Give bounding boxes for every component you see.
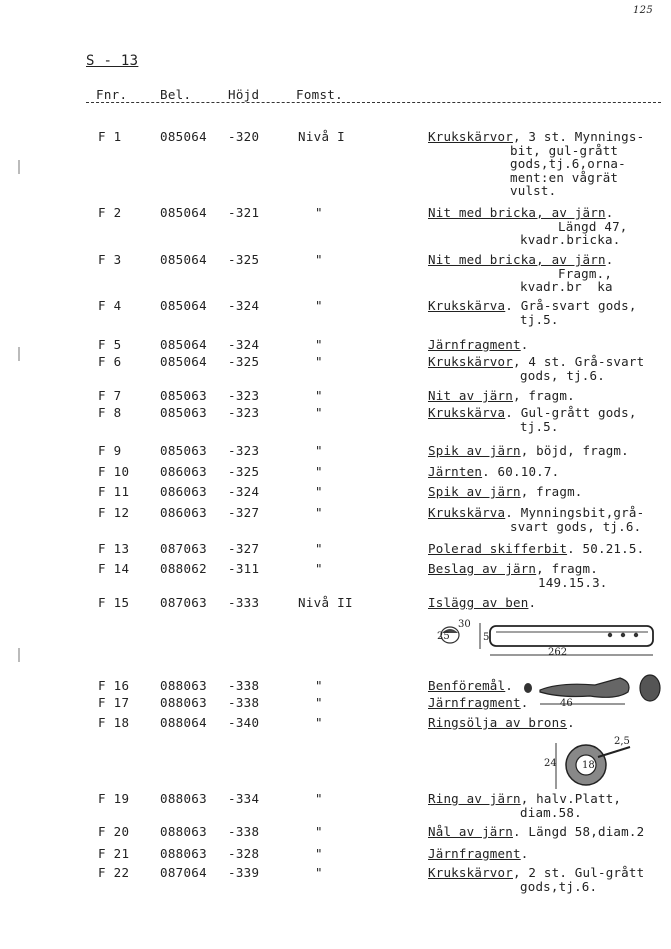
- header-fnr: Fnr.: [96, 87, 128, 102]
- item-title: Spik av järn: [428, 443, 521, 458]
- sketch-label: 5: [483, 632, 490, 643]
- item-title: Krukskärvor: [428, 354, 513, 369]
- cell-fnr: F 12: [98, 505, 130, 520]
- cell-fomst: ": [315, 337, 323, 352]
- cell-bel: 088063: [160, 791, 207, 806]
- binder-mark: [18, 648, 20, 662]
- description-line: gods,tj.6.: [520, 878, 598, 894]
- item-title: Järnfragment: [428, 695, 521, 710]
- item-description: [428, 716, 575, 730]
- cell-fnr: F 14: [98, 561, 130, 576]
- cell-fomst: ": [315, 865, 323, 880]
- cell-hojd: -323: [228, 405, 260, 420]
- cell-fnr: F 2: [98, 205, 122, 220]
- item-title: Islägg av ben: [428, 595, 529, 610]
- item-description: [428, 253, 613, 294]
- cell-bel: 087063: [160, 595, 207, 610]
- sketch-label: 30: [458, 619, 471, 630]
- cell-bel: 088063: [160, 846, 207, 861]
- item-description: [428, 596, 536, 610]
- description-line: tj.5.: [520, 311, 559, 327]
- cell-fnr: F 1: [98, 129, 122, 144]
- description-line: Järnfragment.: [428, 337, 529, 352]
- item-title: Krukskärva: [428, 505, 506, 520]
- item-title: Spik av järn: [428, 484, 521, 499]
- cell-hojd: -333: [228, 595, 260, 610]
- cell-fomst: ": [315, 443, 323, 458]
- cell-fomst: ": [315, 298, 323, 313]
- item-title: Nit med bricka, av järn: [428, 205, 606, 220]
- cell-hojd: -338: [228, 695, 260, 710]
- description-line: Järnfragment.: [428, 846, 529, 861]
- cell-hojd: -325: [228, 252, 260, 267]
- cell-bel: 085064: [160, 354, 207, 369]
- header-fomst: Fomst.: [296, 87, 343, 102]
- description-line: Polerad skifferbit. 50.21.5.: [428, 541, 645, 556]
- item-description: [428, 679, 513, 693]
- cell-fnr: F 4: [98, 298, 122, 313]
- item-description: [428, 299, 637, 326]
- cell-hojd: -323: [228, 388, 260, 403]
- cell-hojd: -323: [228, 443, 260, 458]
- cell-fnr: F 19: [98, 791, 130, 806]
- cell-bel: 085064: [160, 129, 207, 144]
- description-line: gods,tj.6,orna-: [510, 156, 626, 171]
- cell-hojd: -320: [228, 129, 260, 144]
- item-title: Krukskärva: [428, 405, 506, 420]
- cell-fomst: ": [315, 561, 323, 576]
- cell-bel: 088062: [160, 561, 207, 576]
- cell-hojd: -328: [228, 846, 260, 861]
- cell-fomst: ": [315, 388, 323, 403]
- item-description: [428, 444, 629, 458]
- cell-fnr: F 11: [98, 484, 130, 499]
- cell-hojd: -327: [228, 505, 260, 520]
- sketch-label: 46: [560, 698, 573, 709]
- binder-mark: [18, 160, 20, 174]
- description-line: Längd 47,: [558, 218, 628, 234]
- cell-bel: 088063: [160, 678, 207, 693]
- cell-hojd: -325: [228, 354, 260, 369]
- header-hojd: Höjd: [228, 87, 260, 102]
- description-line: Krukskärvor, 2 st. Gul-grått: [428, 865, 645, 880]
- cell-fomst: ": [315, 464, 323, 479]
- item-title: Ring av järn: [428, 791, 521, 806]
- cell-bel: 085064: [160, 205, 207, 220]
- sheet-id: S - 13: [86, 53, 139, 69]
- cell-fnr: F 9: [98, 443, 122, 458]
- cell-bel: 085064: [160, 337, 207, 352]
- cell-hojd: -338: [228, 678, 260, 693]
- cell-hojd: -338: [228, 824, 260, 839]
- cell-bel: 085063: [160, 405, 207, 420]
- description-line: Ring av järn, halv.Platt,: [428, 791, 622, 806]
- description-line: tj.5.: [520, 418, 559, 434]
- cell-fnr: F 3: [98, 252, 122, 267]
- header-rule: [86, 102, 661, 103]
- description-line: Krukskärvor, 4 st. Grå-svart: [428, 354, 645, 369]
- cell-fomst: ": [315, 354, 323, 369]
- cell-fnr: F 15: [98, 595, 130, 610]
- description-line: Krukskärva. Gul-grått gods,: [428, 405, 637, 420]
- cell-fomst: ": [315, 405, 323, 420]
- item-title: Nit av järn: [428, 388, 513, 403]
- cell-bel: 086063: [160, 464, 207, 479]
- cell-fnr: F 10: [98, 464, 130, 479]
- item-description: [428, 389, 575, 403]
- cell-bel: 085064: [160, 252, 207, 267]
- cell-bel: 085064: [160, 298, 207, 313]
- item-description: [428, 542, 644, 556]
- cell-hojd: -311: [228, 561, 260, 576]
- item-title: Järnfragment: [428, 337, 521, 352]
- item-description: [428, 825, 644, 839]
- item-description: [428, 338, 528, 352]
- item-description: [428, 506, 644, 533]
- description-line: svart gods, tj.6.: [510, 518, 642, 534]
- cell-fnr: F 21: [98, 846, 130, 861]
- item-title: Järnten: [428, 464, 483, 479]
- cell-fomst: ": [315, 791, 323, 806]
- description-line: Järnfragment.: [428, 695, 529, 710]
- description-line: bit, gul-grått: [510, 142, 619, 158]
- cell-hojd: -321: [228, 205, 260, 220]
- item-description: [428, 355, 644, 382]
- cell-fomst: ": [315, 541, 323, 556]
- description-line: kvadr.br ka: [520, 279, 613, 294]
- description-line: Nit med bricka, av järn.: [428, 252, 614, 267]
- description-line: vulst.: [510, 183, 557, 198]
- cell-fnr: F 7: [98, 388, 122, 403]
- description-line: Islägg av ben.: [428, 595, 537, 610]
- cell-fomst: ": [315, 205, 323, 220]
- item-description: [428, 130, 644, 198]
- item-title: Ringsölja av brons: [428, 715, 568, 730]
- description-line: diam.58.: [520, 804, 582, 820]
- cell-bel: 087063: [160, 541, 207, 556]
- description-line: Nål av järn. Längd 58,diam.2: [428, 824, 645, 839]
- item-description: [428, 485, 583, 499]
- cell-fomst: ": [315, 824, 323, 839]
- cell-fomst: ": [315, 252, 323, 267]
- cell-hojd: -334: [228, 791, 260, 806]
- cell-bel: 088063: [160, 695, 207, 710]
- cell-fomst: ": [315, 505, 323, 520]
- description-line: Spik av järn, fragm.: [428, 484, 583, 499]
- description-line: Beslag av järn, fragm.: [428, 561, 598, 576]
- item-description: [428, 696, 528, 710]
- sketch-label: 2,5: [614, 736, 630, 747]
- cell-fnr: F 22: [98, 865, 130, 880]
- cell-bel: 087064: [160, 865, 207, 880]
- cell-bel: 088064: [160, 715, 207, 730]
- cell-fnr: F 8: [98, 405, 122, 420]
- description-line: Nit med bricka, av järn.: [428, 205, 614, 220]
- cell-hojd: -324: [228, 484, 260, 499]
- sketch-label: 24: [544, 758, 557, 769]
- item-description: [428, 866, 644, 893]
- cell-fomst: Nivå II: [298, 595, 353, 610]
- item-title: Krukskärva: [428, 298, 506, 313]
- cell-bel: 085063: [160, 443, 207, 458]
- cell-bel: 086063: [160, 484, 207, 499]
- cell-fomst: Nivå I: [298, 129, 345, 144]
- cell-fomst: ": [315, 484, 323, 499]
- item-description: [428, 847, 528, 861]
- item-description: [428, 406, 637, 433]
- item-title: Järnfragment: [428, 846, 521, 861]
- description-line: ment:en vågrät: [510, 169, 619, 185]
- cell-fnr: F 20: [98, 824, 130, 839]
- cell-fomst: ": [315, 715, 323, 730]
- sketch-label: 18: [582, 760, 595, 771]
- cell-bel: 086063: [160, 505, 207, 520]
- description-line: Benföremål.: [428, 678, 513, 693]
- description-line: Järnten. 60.10.7.: [428, 464, 560, 479]
- cell-hojd: -324: [228, 298, 260, 313]
- cell-fnr: F 16: [98, 678, 130, 693]
- sketch-f16-bone-object: [520, 670, 665, 710]
- item-title: Polerad skifferbit: [428, 541, 568, 556]
- description-line: Spik av järn, böjd, fragm.: [428, 443, 629, 458]
- cell-hojd: -339: [228, 865, 260, 880]
- cell-hojd: -324: [228, 337, 260, 352]
- sketch-label: 262: [548, 647, 568, 658]
- sketch-label: 25: [437, 631, 450, 642]
- description-line: Krukskärva. Mynningsbit,grå-: [428, 505, 645, 520]
- description-line: Krukskärvor, 3 st. Mynnings-: [428, 129, 645, 144]
- cell-fomst: ": [315, 695, 323, 710]
- cell-fnr: F 18: [98, 715, 130, 730]
- description-line: Krukskärva. Grå-svart gods,: [428, 298, 637, 313]
- cell-fnr: F 13: [98, 541, 130, 556]
- cell-fnr: F 17: [98, 695, 130, 710]
- binder-mark: [18, 347, 20, 361]
- item-title: Krukskärvor: [428, 865, 513, 880]
- cell-fomst: ": [315, 846, 323, 861]
- header-bel: Bel.: [160, 87, 192, 102]
- description-line: Ringsölja av brons.: [428, 715, 575, 730]
- description-line: Nit av järn, fragm.: [428, 388, 575, 403]
- cell-fnr: F 6: [98, 354, 122, 369]
- cell-hojd: -325: [228, 464, 260, 479]
- description-line: gods, tj.6.: [520, 367, 605, 383]
- description-line: Fragm.,: [558, 265, 613, 281]
- item-title: Nit med bricka, av järn: [428, 252, 606, 267]
- item-title: Nål av järn: [428, 824, 513, 839]
- cell-fomst: ": [315, 678, 323, 693]
- item-description: [428, 792, 621, 819]
- item-description: [428, 206, 628, 247]
- description-line: kvadr.bricka.: [520, 232, 621, 247]
- item-title: Beslag av järn: [428, 561, 537, 576]
- description-line: 149.15.3.: [538, 574, 608, 590]
- item-description: [428, 465, 559, 479]
- cell-bel: 085063: [160, 388, 207, 403]
- item-title: Benföremål: [428, 678, 506, 693]
- item-title: Krukskärvor: [428, 129, 513, 144]
- cell-bel: 088063: [160, 824, 207, 839]
- cell-hojd: -340: [228, 715, 260, 730]
- cell-hojd: -327: [228, 541, 260, 556]
- page-number: 125: [633, 5, 653, 16]
- cell-fnr: F 5: [98, 337, 122, 352]
- item-description: [428, 562, 608, 589]
